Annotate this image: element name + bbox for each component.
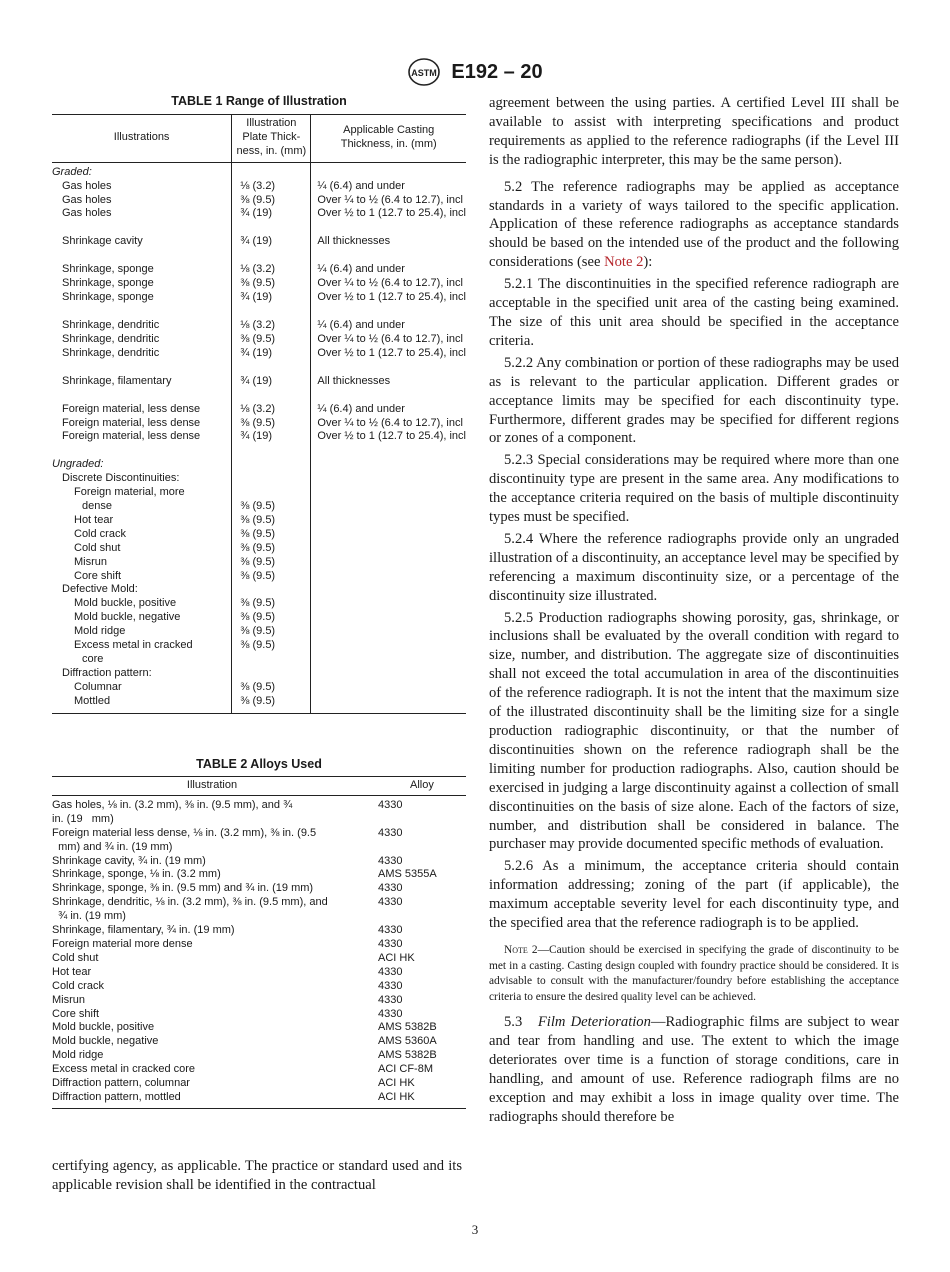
table2-row — [52, 994, 466, 1008]
table1-header: Applicable Casting Thickness, in. (mm) — [311, 115, 466, 163]
paragraph: agreement between the using parties. A certified Level III shall be available to assist with interpreting specifications and product requirements as applied to the reference radiographs (if the Level III is the radiographic interpreter, this may be the same person). — [489, 95, 899, 168]
table1-spacer-row — [52, 305, 466, 319]
table1-cell: ⅜ (9.5) — [232, 681, 311, 695]
table1-row — [52, 207, 466, 221]
table2-cell: 4330 — [378, 826, 403, 839]
table1-cell — [232, 389, 311, 403]
table1-cell — [52, 709, 232, 714]
table1-cell — [311, 249, 466, 263]
table1-cell — [232, 249, 311, 263]
table2-cell: Mold buckle, positive — [52, 1021, 155, 1034]
table1-row — [52, 695, 466, 709]
table1-header: Illustration Plate Thick- ness, in. (mm) — [232, 115, 311, 163]
table1-row — [52, 556, 466, 570]
table1-cell: Foreign material, less dense — [62, 430, 201, 443]
table1-cell: Diffraction pattern: — [62, 666, 152, 679]
table1-cell: ⅜ (9.5) — [232, 417, 311, 431]
table1-cell: Shrinkage, filamentary — [62, 374, 172, 387]
table1-cell — [232, 162, 311, 179]
table1-cell — [311, 542, 466, 556]
table2-cell: AMS 5382B — [378, 1049, 437, 1062]
table1-cell — [311, 653, 466, 667]
right-column — [489, 94, 899, 1130]
table2-row — [52, 1021, 466, 1035]
table2-cell: Gas holes, ⅛ in. (3.2 mm), ⅜ in. (9.5 mm), and ¾ — [52, 798, 293, 811]
table1-cell — [232, 653, 311, 667]
table1-cell: Mold ridge — [74, 625, 126, 638]
note-text: —Caution should be exercised in specifying the grade of discontinuity to be met in a casting. Casting design coupled with foundry practice should be considered. It is advisable to consult with the manufacturer/foundry before establishing the acceptance criteria to ensure the desired quality level can be achieved. — [489, 943, 899, 1003]
svg-text:ASTM: ASTM — [411, 68, 438, 78]
left-column-continuation — [52, 1157, 462, 1195]
table2-cell: Diffraction pattern, columnar — [52, 1077, 190, 1090]
table1-cell — [232, 305, 311, 319]
table2-cell: in. (19 mm) — [52, 812, 114, 825]
table1-cell — [232, 221, 311, 235]
table1-cell: All thicknesses — [317, 235, 391, 248]
table1-row — [52, 403, 466, 417]
table1-row — [52, 542, 466, 556]
table1-cell: Over ¼ to ½ (6.4 to 12.7), incl — [317, 332, 463, 345]
table1-cell — [232, 458, 311, 472]
table1-row — [52, 486, 466, 500]
table1-cell: ¼ (6.4) and under — [317, 263, 405, 276]
table1-header: Illustrations — [52, 115, 232, 163]
table2-cell: 4330 — [378, 979, 403, 992]
table1-cell — [311, 221, 466, 235]
table2-cell: Diffraction pattern, mottled — [52, 1090, 181, 1103]
table2-row — [52, 1063, 466, 1077]
table1-cell: ⅜ (9.5) — [232, 695, 311, 709]
table1-spacer-row — [52, 249, 466, 263]
table2-cell: 4330 — [378, 965, 403, 978]
table1-cell: Misrun — [74, 555, 108, 568]
table1-cell — [311, 305, 466, 319]
table1-cell: ¾ (19) — [232, 347, 311, 361]
table1-cell — [311, 486, 466, 500]
table1-cell: ⅜ (9.5) — [232, 639, 311, 653]
table2-cell: Shrinkage, sponge, ⅛ in. (3.2 mm) — [52, 868, 221, 881]
table2-cell: 4330 — [378, 798, 403, 811]
note-2 — [489, 943, 899, 1005]
table1-cell — [311, 528, 466, 542]
table1-row — [52, 528, 466, 542]
table1-cell — [311, 639, 466, 653]
paragraph-5-2-1: 5.2.1 The discontinuities in the specified reference radiograph are acceptable in the specified unit area of the casting being examined. The size of this unit area should be specified in the acceptance criteria. — [489, 276, 899, 349]
table2-row — [52, 1035, 466, 1049]
table1-cell — [311, 667, 466, 681]
table1-cell — [232, 472, 311, 486]
table1-row — [52, 375, 466, 389]
table2-cell: AMS 5360A — [378, 1035, 437, 1048]
table1-cell: ⅛ (3.2) — [232, 403, 311, 417]
paragraph-text: ): — [643, 254, 653, 271]
table2-row — [52, 1049, 466, 1063]
table1-row — [52, 333, 466, 347]
table1-row — [52, 417, 466, 431]
table1-row — [52, 611, 466, 625]
paragraph-5-3 — [489, 1013, 899, 1126]
table1-row — [52, 162, 466, 179]
table2-header: Alloy — [376, 777, 466, 796]
paragraph-5-2 — [489, 178, 899, 273]
table1-cell — [311, 361, 466, 375]
table2-cell: Foreign material more dense — [52, 937, 193, 950]
table2-cell: Shrinkage cavity, ¾ in. (19 mm) — [52, 854, 206, 867]
table2-cell: 4330 — [378, 993, 403, 1006]
table1-spacer-row — [52, 389, 466, 403]
table2-cell — [376, 910, 466, 924]
table2-cell — [376, 813, 466, 827]
table1-row — [52, 291, 466, 305]
table2-row — [52, 1091, 466, 1105]
table1-cell: All thicknesses — [317, 374, 391, 387]
page-header — [0, 57, 950, 87]
table1-cell: Foreign material, more — [74, 486, 185, 499]
section-number: 5.3 — [504, 1014, 523, 1031]
table1-cell: ¾ (19) — [232, 235, 311, 249]
table1-cell: ¼ (6.4) and under — [317, 318, 405, 331]
table1-row — [52, 263, 466, 277]
table2-cell: AMS 5382B — [378, 1021, 437, 1034]
table1-cell — [311, 514, 466, 528]
table1-row — [52, 277, 466, 291]
table2-row — [52, 910, 466, 924]
table1-cell: Over ½ to 1 (12.7 to 25.4), incl — [317, 207, 466, 220]
table2-cell — [52, 1105, 376, 1109]
table1-cell: Shrinkage, dendritic — [62, 332, 160, 345]
table2-row — [52, 841, 466, 855]
table2-row — [52, 868, 466, 882]
table1-cell: Mold buckle, positive — [74, 597, 177, 610]
table1-row — [52, 597, 466, 611]
table1-row — [52, 653, 466, 667]
table1-cell: ⅜ (9.5) — [232, 611, 311, 625]
table2-cell: 4330 — [378, 924, 403, 937]
table1-cell — [311, 389, 466, 403]
table1-cell: Shrinkage, dendritic — [62, 318, 160, 331]
table2-row — [52, 924, 466, 938]
table2-cell: Misrun — [52, 993, 86, 1006]
table2-cell: Shrinkage, filamentary, ¾ in. (19 mm) — [52, 924, 235, 937]
table2-header: Illustration — [52, 777, 376, 796]
table1-row — [52, 235, 466, 249]
table1 — [52, 114, 466, 714]
table2-row — [52, 855, 466, 869]
note-2-link[interactable]: Note 2 — [604, 254, 644, 271]
table1-row — [52, 500, 466, 514]
table1-cell — [311, 162, 466, 179]
table1-spacer-row — [52, 361, 466, 375]
table1-cell — [311, 681, 466, 695]
table1-cell — [311, 625, 466, 639]
table1-cell — [232, 361, 311, 375]
paragraph-text: —Radiographic films are subject to wear and tear from handling and use. The extent to which the image deteriorates over time is a function of storage conditions, care in handling, and amount of use. Reference radiograph films are no exception and may exhibit a loss in image quality over time. The radiographs should therefore be — [489, 1014, 899, 1125]
table1-cell: ⅜ (9.5) — [232, 570, 311, 584]
table1-cell: ¼ (6.4) and under — [317, 179, 405, 192]
table1-cell: ¾ (19) — [232, 291, 311, 305]
table1-cell: Over ½ to 1 (12.7 to 25.4), incl — [317, 346, 466, 359]
table1-cell: Discrete Discontinuities: — [62, 472, 180, 485]
table1-cell: ¼ (6.4) and under — [317, 402, 405, 415]
table2-cell: 4330 — [378, 937, 403, 950]
table2-row — [52, 966, 466, 980]
table1-cell — [311, 556, 466, 570]
table1-row — [52, 180, 466, 194]
table1-row — [52, 570, 466, 584]
table2-cell: Shrinkage, dendritic, ⅛ in. (3.2 mm), ⅜ in. (9.5 mm), and — [52, 896, 328, 909]
table1-cell: Mottled — [74, 694, 111, 707]
table1-row — [52, 681, 466, 695]
table2-cell: 4330 — [378, 896, 403, 909]
table2-cell: ACI CF-8M — [378, 1063, 433, 1076]
table1-row — [52, 472, 466, 486]
table1-cell: ⅜ (9.5) — [232, 514, 311, 528]
table1-cell: Foreign material, less dense — [62, 402, 201, 415]
table1-cell: ⅛ (3.2) — [232, 180, 311, 194]
table1-row — [52, 514, 466, 528]
table1-cell — [52, 249, 232, 263]
table1-cell — [311, 458, 466, 472]
table1-cell: Shrinkage, sponge — [62, 263, 154, 276]
table1-cell: Over ¼ to ½ (6.4 to 12.7), incl — [317, 416, 463, 429]
table2-cell — [376, 841, 466, 855]
table1-cell — [311, 597, 466, 611]
table1-cell: Ungraded: — [52, 458, 104, 471]
table1-row — [52, 625, 466, 639]
table1-cell: ⅜ (9.5) — [232, 333, 311, 347]
page-number: 3 — [471, 1222, 479, 1237]
table1-cell: ⅛ (3.2) — [232, 319, 311, 333]
table1-cell — [311, 472, 466, 486]
paragraph-5-2-5: 5.2.5 Production radiographs showing porosity, gas, shrinkage, or inclusions shall be evaluated by the overall condition with regard to size, number, and distribution. The aggregate size of discontinuities shall not exceed the total accumulation in area of the discontinuities of the reference radiograph. It is not the intent that the maximum size of the illustrated discontinuity shall be the limiting size for a single production radiographic discontinuity, or that the number of discontinuities shown on the reference radiograph shall be the limiting number for production radiographs. Also, caution should be exercised in judging a large discontinuity against a collection of small discontinuities on the basis of size alone. Each of the factors of size, number, and distribution shall be considered in balance. The purchaser may provide documented specific methods of evaluation. — [489, 609, 899, 853]
table2 — [52, 776, 466, 1109]
table1-cell: Gas holes — [62, 179, 112, 192]
table2-cell: Foreign material less dense, ⅛ in. (3.2 mm), ⅜ in. (9.5 — [52, 826, 317, 839]
document-designation: E192 – 20 — [451, 60, 543, 83]
table2-cell: 4330 — [378, 854, 403, 867]
table2-cell: Mold buckle, negative — [52, 1035, 159, 1048]
paragraph-5-2-3: 5.2.3 Special considerations may be required where more than one discontinuity type are present in the same area. Any modifications to the acceptance criteria required on the basis of multiple discontinuity types must be specified. — [489, 452, 899, 526]
table2-row — [52, 1008, 466, 1022]
table2-row — [52, 882, 466, 896]
table1-cell: Over ¼ to ½ (6.4 to 12.7), incl — [317, 277, 463, 290]
table1-cell — [311, 709, 466, 714]
table2-row — [52, 952, 466, 966]
table1-cell: ⅛ (3.2) — [232, 263, 311, 277]
table2-spacer-row — [52, 1105, 466, 1109]
table2-cell: Mold ridge — [52, 1049, 104, 1062]
table1-cell: ⅜ (9.5) — [232, 500, 311, 514]
table1-row — [52, 639, 466, 653]
table2-title: TABLE 2 Alloys Used — [196, 757, 322, 771]
table1-cell: Over ¼ to ½ (6.4 to 12.7), incl — [317, 193, 463, 206]
table1-cell: ⅜ (9.5) — [232, 556, 311, 570]
table1-title: TABLE 1 Range of Illustration — [171, 94, 347, 108]
table1-cell — [52, 389, 232, 403]
table1-cell: Mold buckle, negative — [74, 611, 181, 624]
table2-cell: Excess metal in cracked core — [52, 1063, 196, 1076]
table2-cell: ¾ in. (19 mm) — [52, 910, 126, 923]
table1-cell: Shrinkage, sponge — [62, 291, 154, 304]
table1-cell — [311, 695, 466, 709]
table1-cell: ⅜ (9.5) — [232, 542, 311, 556]
table1-cell — [311, 500, 466, 514]
table1-cell: Shrinkage cavity — [62, 235, 143, 248]
table1-cell — [52, 444, 232, 458]
table1-spacer-row — [52, 221, 466, 235]
table2-cell: Hot tear — [52, 965, 92, 978]
table1-cell — [232, 444, 311, 458]
table1-cell: Graded: — [52, 165, 92, 178]
table1-cell — [52, 305, 232, 319]
table1-cell — [311, 583, 466, 597]
table1-cell — [52, 361, 232, 375]
table1-cell: Columnar — [74, 680, 122, 693]
section-title: Film Deterioration — [537, 1014, 651, 1031]
table1-cell: Over ½ to 1 (12.7 to 25.4), incl — [317, 291, 466, 304]
table1-cell: ⅜ (9.5) — [232, 528, 311, 542]
table1-cell: ¾ (19) — [232, 375, 311, 389]
table2-cell: 4330 — [378, 882, 403, 895]
paragraph-5-2-2: 5.2.2 Any combination or portion of these radiographs may be used as is relevant to the particular application. Different grades or acceptance limits may be specified for each discontinuity type. Furthermore, different grades may be specified for different regions or zones of a component. — [489, 354, 899, 447]
table1-cell: ⅜ (9.5) — [232, 625, 311, 639]
table1-cell: Over ½ to 1 (12.7 to 25.4), incl — [317, 430, 466, 443]
table1-cell: ¾ (19) — [232, 207, 311, 221]
table2-cell: ACI HK — [378, 1090, 415, 1103]
table1-row — [52, 583, 466, 597]
table1-cell: dense — [82, 500, 112, 513]
table1-cell: Excess metal in cracked — [74, 639, 193, 652]
table2-row — [52, 980, 466, 994]
table2-row — [52, 896, 466, 910]
table2-row — [52, 1077, 466, 1091]
table1-row — [52, 667, 466, 681]
table1-cell: ¾ (19) — [232, 430, 311, 444]
table1-spacer-row — [52, 444, 466, 458]
table1-cell — [311, 611, 466, 625]
table1-row — [52, 430, 466, 444]
paragraph: certifying agency, as applicable. The practice or standard used and its applicable revision shall be identified in the contractual — [52, 1158, 462, 1193]
table1-cell — [232, 486, 311, 500]
table2-row — [52, 795, 466, 812]
table1-row — [52, 347, 466, 361]
note-label: Note 2 — [504, 943, 538, 956]
table1-cell: Gas holes — [62, 207, 112, 220]
table2-cell: 4330 — [378, 1007, 403, 1020]
table1-cell: Cold crack — [74, 527, 126, 540]
table2-cell: AMS 5355A — [378, 868, 437, 881]
table2-cell — [376, 1105, 466, 1109]
table1-cell: ⅜ (9.5) — [232, 194, 311, 208]
table1-cell: ⅜ (9.5) — [232, 597, 311, 611]
table2-row — [52, 827, 466, 841]
table2-cell: ACI HK — [378, 951, 415, 964]
table1-cell — [232, 709, 311, 714]
paragraph-5-2-6: 5.2.6 As a minimum, the acceptance criteria should contain information addressing; zoning of the part (if applicable), the maximum acceptable severity level for each discontinuity type, and the specified area that the reference radiograph is to be applied. — [489, 858, 899, 932]
table1-cell: Defective Mold: — [62, 583, 138, 596]
paragraph-5-2-4: 5.2.4 Where the reference radiographs provide only an ungraded illustration of a discontinuity, an acceptance level may be specified by referencing a maximum discontinuity size, or a percentage of the discontinuity size illustrated. — [489, 530, 899, 604]
table1-cell — [311, 444, 466, 458]
table1-row — [52, 458, 466, 472]
paragraph-text: 5.2 The reference radiographs may be applied as acceptance standards in a variety of ways tailored to the specific application. Application of these reference radiographs as acceptance standards should be based on the intended use of the product and the following considerations (see — [489, 178, 899, 271]
table2-row — [52, 938, 466, 952]
table1-cell: Shrinkage, dendritic — [62, 346, 160, 359]
table1-row — [52, 319, 466, 333]
table1-cell: core — [82, 653, 104, 665]
table2-cell: Core shift — [52, 1007, 100, 1020]
table2-row — [52, 813, 466, 827]
table1-cell — [232, 667, 311, 681]
table1-cell — [311, 570, 466, 584]
table2-cell: Cold shut — [52, 951, 99, 964]
table1-cell: Hot tear — [74, 513, 114, 526]
table1-cell: Foreign material, less dense — [62, 416, 201, 429]
table1-cell: Cold shut — [74, 541, 121, 554]
table2-cell: ACI HK — [378, 1077, 415, 1090]
table1-spacer-row — [52, 709, 466, 714]
astm-logo-icon — [407, 57, 441, 87]
table2-cell: Shrinkage, sponge, ⅜ in. (9.5 mm) and ¾ in. (19 mm) — [52, 882, 314, 895]
table1-cell: Gas holes — [62, 193, 112, 206]
table2-cell: mm) and ¾ in. (19 mm) — [52, 840, 173, 853]
table1-cell — [232, 583, 311, 597]
table1-cell: Core shift — [74, 569, 122, 582]
table1-cell: ⅜ (9.5) — [232, 277, 311, 291]
table1-row — [52, 194, 466, 208]
table1-cell — [52, 221, 232, 235]
table1-cell: Shrinkage, sponge — [62, 277, 154, 290]
table2-cell: Cold crack — [52, 979, 104, 992]
